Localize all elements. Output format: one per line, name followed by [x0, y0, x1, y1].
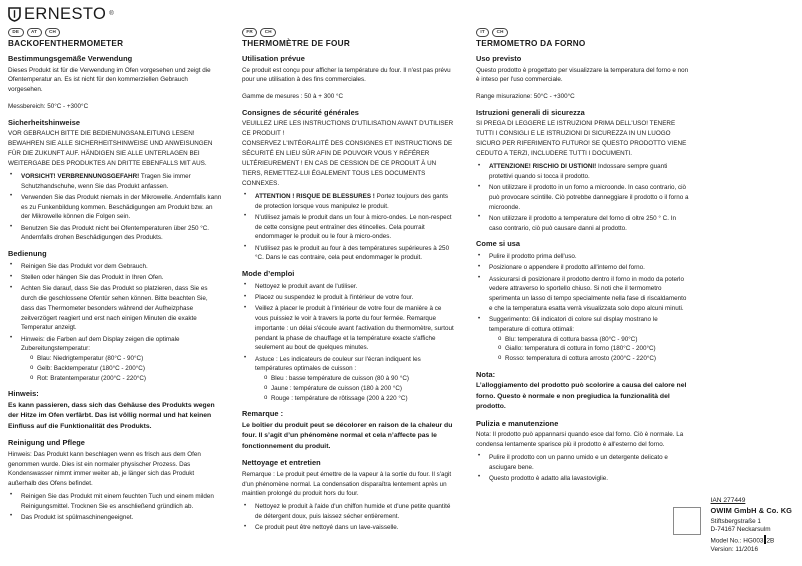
instruction-list — [8, 172, 222, 243]
section-heading: Reinigung und Pflege — [8, 438, 85, 448]
address-line-1: Stiftsbergstraße 1 — [710, 517, 761, 525]
list-item: • Placez ou suspendez le produit à l'intérieur de votre four. — [242, 293, 456, 303]
note-paragraph: L’alloggiamento del prodotto può scolorire a causa del calore nel forno. Questo è normale e non pregiudica la funzionalità del prodotto. — [476, 382, 687, 411]
warning-lead: ATTENZIONE! RISCHIO DI USTIONI! — [489, 163, 597, 171]
temperature-item: o Rouge : température de rôtissage (200 à 220 °C) — [266, 394, 456, 404]
blank-box-placeholder — [673, 507, 701, 535]
section-heading: Istruzioni generali di sicurezza — [476, 107, 585, 117]
temperature-item: o Jaune : température de cuisson (180 à 200 °C) — [266, 384, 456, 394]
temperature-item: o Gelb: Backtemperatur (180°C - 200°C) — [32, 364, 222, 374]
model-number — [711, 535, 792, 546]
product-title-it: TERMOMETRO DA FORNO — [476, 38, 586, 48]
language-badge-de: DE — [8, 28, 24, 37]
list-item: • Pulire il prodotto con un panno umido e un detergente delicato e asciugare bene. — [476, 453, 690, 473]
list-item: • Nettoyez le produit à l'aide d'un chiffon humide et d'une petite quantité de détergent doux, puis laissez sécher entièrement. — [242, 502, 456, 522]
instruction-list — [242, 502, 456, 533]
language-flags-de — [8, 28, 222, 37]
warning-lead: VORSICHT! VERBRENNUNGSGEFAHR! — [21, 172, 140, 180]
body-paragraph: Nota: Il prodotto può appannarsi quando esce dal forno. Ciò è normale. La condensa lentamente sparisce più il prodotto è all'esterno del forno. — [476, 431, 684, 449]
list-item: • N'utilisez pas le produit au four à des températures supérieures à 250 °C. Dans le cas contraire, cela peut endommager le produit. — [242, 244, 456, 264]
list-item: • ATTENZIONE! RISCHIO DI USTIONI! Indossare sempre guanti protettivi quando si tocca il prodotto. — [476, 162, 690, 182]
language-flags-fr — [242, 28, 456, 37]
language-column-de — [8, 28, 238, 534]
model-number-suffix: 2B — [766, 537, 775, 545]
notice-paragraph: CONSERVEZ L'INTÉGRALITÉ DES CONSIGNES ET INSTRUCTIONS DE SÉCURITÉ EN LIEU SÛR AFIN DE POUVOIR VOUS Y RÉFÉRER ULTÉRIEUREMENT ! EN CAS DE CESSION DE CE PRODUIT À UN TIERS, REMETTEZ-LUI ÉGALEMENT TOUS LES DOCUMENTS CONNEXES. — [242, 140, 453, 187]
section-heading: Bestimmungsgemäße Verwendung — [8, 54, 133, 64]
version: Version: 11/2016 — [710, 545, 759, 553]
list-item: • Benutzen Sie das Produkt nicht bei Ofentemperaturen über 250 °C. Andernfalls drohen Beschädigungen des Produkts. — [8, 224, 222, 244]
language-badge-ch: CH — [45, 28, 61, 37]
body-paragraph: Remarque : Le produit peut émettre de la vapeur à la sortie du four. Il s'agit d'un phénomène normal. La condensation disparaîtra lentement après un maintien prolongé du produit hors du four. — [242, 470, 452, 498]
temperature-item: o Rot: Bratentemperatur (200°C - 220°C) — [32, 374, 222, 384]
instruction-list — [8, 492, 222, 523]
list-item: • VORSICHT! VERBRENNUNGSGEFAHR! Tragen Sie immer Schutzhandschuhe, wenn Sie das Produkt anfassen. — [8, 172, 222, 192]
temperature-item: o Blau: Niedrigtemperatur (80°C - 90°C) — [32, 354, 222, 364]
list-item: • Nettoyez le produit avant de l'utiliser. — [242, 282, 456, 292]
language-badge-fr: FR — [242, 28, 257, 37]
note-paragraph: Le boîtier du produit peut se décolorer en raison de la chaleur du four. Il s’agit d’un phénomène normal et cela n’affecte pas le fonctionnement du produit. — [242, 421, 453, 450]
section-heading: Utilisation prévue — [242, 54, 305, 64]
language-badge-at: AT — [27, 28, 42, 37]
temperature-sublist — [21, 354, 222, 383]
body-paragraph: Messbereich: 50°C - +300°C — [8, 102, 89, 110]
section-heading: Hinweis: — [8, 389, 39, 399]
body-paragraph: Ce produit est conçu pour afficher la température du four. Il n'est pas prévu pour une utilisation à des fins commerciales. — [242, 66, 451, 84]
instruction-list — [242, 192, 456, 263]
temperature-sublist — [489, 335, 690, 364]
body-paragraph: Range misurazione: 50°C - +300°C — [476, 93, 575, 101]
model-number-label: Model No.: HG003 — [710, 537, 764, 545]
section-heading: Bedienung — [8, 249, 47, 259]
section-heading: Sicherheitshinweise — [8, 117, 81, 127]
address-line-2: D-74167 Neckarsulm — [710, 526, 771, 534]
instruction-list — [476, 162, 690, 233]
list-item: • Das Produkt ist spülmaschinengeeignet. — [8, 513, 222, 523]
list-item: • Astuce : Les indicateurs de couleur sur l'écran indiquent les températures optimales de cuisson : o Bleu : basse température de cuisson (80 à 90 °C) o Jaune : température de cuisson (180 à 200 °C) o Rouge : température de rôtissage (200 à 220 °C) — [242, 355, 456, 404]
list-item: • Posizionare o appendere il prodotto all'interno del forno. — [476, 263, 690, 273]
product-title-fr: THERMOMÈTRE DE FOUR — [242, 38, 351, 48]
list-item: • Verwenden Sie das Produkt niemals in der Mikrowelle. Andernfalls kann es zu Funkenbildung kommen. Beschädigungen am Produkt bzw. an der Mikrowelle können die Folgen sein. — [8, 193, 222, 222]
brand-logo — [8, 6, 114, 23]
language-flags-it — [476, 28, 690, 37]
instruction-list — [8, 262, 222, 384]
list-item: • Questo prodotto è adatto alla lavastoviglie. — [476, 474, 690, 484]
language-badge-it: IT — [476, 28, 489, 37]
instruction-list — [476, 252, 690, 364]
brand-name: ERNESTO — [24, 5, 107, 23]
ian-number: IAN 277449 — [710, 497, 746, 505]
shield-icon — [8, 7, 21, 22]
note-paragraph: Es kann passieren, dass sich das Gehäuse des Produkts wegen der Hitze im Ofen verfärbt. Das ist völlig normal und hat keinen Einfluss auf die Funktionalität des Produkts. — [8, 401, 215, 430]
language-badge-ch: CH — [260, 28, 276, 37]
list-item: • Veillez à placer le produit à l'intérieur de votre four de manière à ce vous puissiez le voir à travers la porte du four fermée. Remarque importante : un délai s'écoule avant l'activation du thermomètre, surtout pendant la phase de chauffage et la température exacte s'affiche seulement au bout de quelques minutes. — [242, 304, 456, 353]
product-title-de: BACKOFENTHERMOMETER — [8, 38, 124, 48]
list-item: • Stellen oder hängen Sie das Produkt in Ihren Ofen. — [8, 273, 222, 283]
section-heading: Uso previsto — [476, 54, 522, 64]
company-name: OWIM GmbH & Co. KG — [710, 506, 792, 516]
instruction-list — [242, 282, 456, 404]
section-heading: Consignes de sécurité générales — [242, 107, 359, 117]
list-item: • Pulire il prodotto prima dell'uso. — [476, 252, 690, 262]
list-item: • Ce produit peut être nettoyé dans un lave-vaisselle. — [242, 523, 456, 533]
notice-paragraph: SI PREGA DI LEGGERE LE ISTRUZIONI PRIMA DELL'USO! TENERE TUTTI I CONSIGLI E LE ISTRUZIONI DI SICUREZZA IN UN LUOGO SICURO PER RIFERIMENTO FUTURO! SE QUESTO PRODOTTO VIENE CEDUTO A TERZI, INCLUDERE TUTTI I DOCUMENTI. — [476, 120, 687, 158]
temperature-item: o Giallo: temperatura di cottura in forno (180°C - 200°C) — [500, 344, 690, 354]
notice-paragraph: VOR GEBRAUCH BITTE DIE BEDIENUNGSANLEITUNG LESEN! BEWAHREN SIE ALLE SICHERHEITSHINWEISE UND ANWEISUNGEN FÜR DIE ZUKUNFT AUF. HÄNDIGEN SIE ALLE UNTERLAGEN BEI WEITERGABE DES PRODUKTES AN DRITTE EBENFALLS MIT AUS. — [8, 130, 213, 167]
section-heading: Nota: — [476, 369, 496, 379]
body-paragraph: Hinweis: Das Produkt kann beschlagen wenn es frisch aus dem Ofen genommen wurde. Dies ist ein normaler physischer Prozess. Das Kondenswasser nimmt immer weiter ab, je länger sich das Produkt außerhalb des Ofens befindet. — [8, 450, 201, 488]
notice-paragraph: VEUILLEZ LIRE LES INSTRUCTIONS D'UTILISATION AVANT D'UTILISER CE PRODUIT ! — [242, 120, 454, 138]
temperature-sublist — [255, 374, 456, 403]
body-paragraph: Questo prodotto è progettato per visualizzare la temperatura del forno e non è inteso per l'uso commerciale. — [476, 66, 689, 84]
instruction-list — [476, 453, 690, 484]
language-column-fr — [242, 28, 472, 534]
list-item: • Suggerimento: Gli indicatori di colore sul display mostrano le temperature di cottura ottimali: o Blu: temperatura di cottura bassa (80°C - 90°C) o Giallo: temperatura di cottura in forno (180°C - 200°C) o Rosso: temperatura di cottura arrosto (200°C - 220°C) — [476, 315, 690, 364]
list-item: • Reinigen Sie das Produkt mit einem feuchten Tuch und einem milden Reinigungsmittel. Trocknen Sie es anschließend gründlich ab. — [8, 492, 222, 512]
temperature-item: o Blu: temperatura di cottura bassa (80°C - 90°C) — [500, 335, 690, 345]
section-heading: Nettoyage et entretien — [242, 458, 321, 468]
list-item: • Achten Sie darauf, dass Sie das Produkt so platzieren, dass Sie es durch die geschlossene Ofentür sehen können. Bitte beachten Sie, dass das Thermometer besonders während der Aufheizphase zeitverzögert reagiert und erst nach einigen Minuten die exakte Temperatur anzeigt. — [8, 284, 222, 333]
list-item: • Non utilizzare il prodotto in un forno a microonde. In caso contrario, ciò può provocare scintille. Ciò potrebbe danneggiare il prodotto o il forno a microonde. — [476, 183, 690, 212]
list-item: • Hinweis: die Farben auf dem Display zeigen die optimale Zubereitungstemperatur: o Blau: Niedrigtemperatur (80°C - 90°C) o Gelb: Backtemperatur (180°C - 200°C) o Rot: Bratentemperatur (200°C - 220°C) — [8, 335, 222, 384]
brand-trademark: ® — [109, 11, 114, 18]
list-item: • Non utilizzare il prodotto a temperature del forno di oltre 250 ° C. In caso contrario, ciò può causare danni al prodotto. — [476, 214, 690, 234]
manual-columns — [0, 28, 802, 534]
language-column-it — [476, 28, 706, 534]
temperature-item: o Bleu : basse température de cuisson (80 à 90 °C) — [266, 374, 456, 384]
temperature-item: o Rosso: temperatura di cottura arrosto (200°C - 220°C) — [500, 354, 690, 364]
language-badge-ch: CH — [492, 28, 508, 37]
warning-lead: ATTENTION ! RISQUE DE BLESSURES ! — [255, 192, 375, 200]
body-paragraph: Gamme de mesures : 50 à + 300 °C — [242, 93, 344, 101]
list-item: • Assicurarsi di posizionare il prodotto dentro il forno in modo da poterlo vedere attraverso lo sportello chiuso. Si noti che il termometro sperimenta un lasso di tempo specialmente nella fase di riscaldamento e che la temperatura esatta verrà visualizzata solo dopo alcuni minuti. — [476, 275, 690, 314]
section-heading: Mode d’emploi — [242, 269, 295, 279]
list-item: • ATTENTION ! RISQUE DE BLESSURES ! Portez toujours des gants de protection lorsque vous manipulez le produit. — [242, 192, 456, 212]
section-heading: Pulizia e manutenzione — [476, 418, 559, 428]
footer — [673, 497, 792, 554]
section-heading: Remarque : — [242, 409, 284, 419]
list-item: • N'utilisez jamais le produit dans un four à micro-ondes. Le non-respect de cette consigne peut entraîner des étincelles. Cela pourrait endommager le produit ou le four à micro-ondes. — [242, 213, 456, 242]
section-heading: Come si usa — [476, 239, 521, 249]
body-paragraph: Dieses Produkt ist für die Verwendung im Ofen vorgesehen und zeigt die Ofentemperatur an. Es ist nicht für den kommerziellen Gebrauch vorgesehen. — [8, 66, 211, 94]
list-item: • Reinigen Sie das Produkt vor dem Gebrauch. — [8, 262, 222, 272]
manufacturer-details — [711, 497, 792, 554]
